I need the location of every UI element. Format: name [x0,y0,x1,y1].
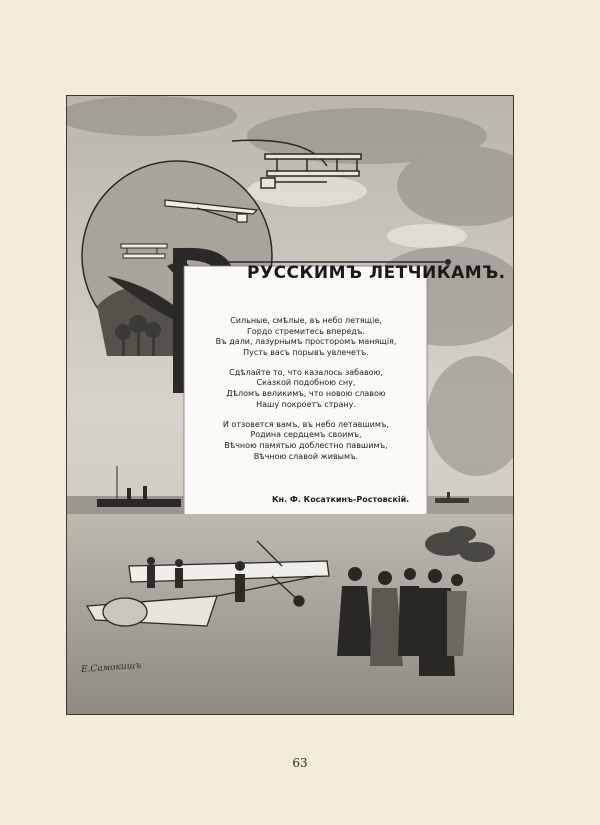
poem-line: Пусть васъ порывъ увлечетъ. [243,347,369,357]
page-number: 63 [292,756,308,770]
poem-line: Сказкой подобною сну, [256,378,356,388]
author-signature: Кн. Ф. Косаткинъ-Ростовскій. [272,495,410,504]
poem-line: И отзовется вамъ, въ небо летавшимъ, [222,419,390,429]
poem-line: Въ дали, лазурнымъ просторомъ манящія, [215,337,397,347]
poem [193,316,419,472]
page-title: РУССКИМЪ ЛЕТЧИКАМЪ. [247,263,506,283]
artist-signature: Е.Самокишъ [80,660,142,676]
poem-line: Сильные, смѣлые, въ небо летящіе, [230,316,382,325]
illustration-plate [66,95,514,715]
poem-line: Дѣломъ великимъ, что новою славою [226,389,386,399]
poem-stanza-1 [193,316,419,358]
poem-line: Вѣчною славой живымъ. [253,451,359,461]
poem-stanza-2 [193,368,419,410]
poem-line: Родина сердцемъ своимъ, [250,430,362,440]
poem-line: Гордо стремитесь впередъ. [247,326,365,336]
poem-stanza-3 [193,420,419,462]
poem-line: Нашу покроетъ страну. [256,399,356,409]
poem-line: Вѣчною памятью доблестно павшимъ, [224,440,388,450]
poem-line: Сдѣлайте то, что казалось забавою, [229,367,383,377]
